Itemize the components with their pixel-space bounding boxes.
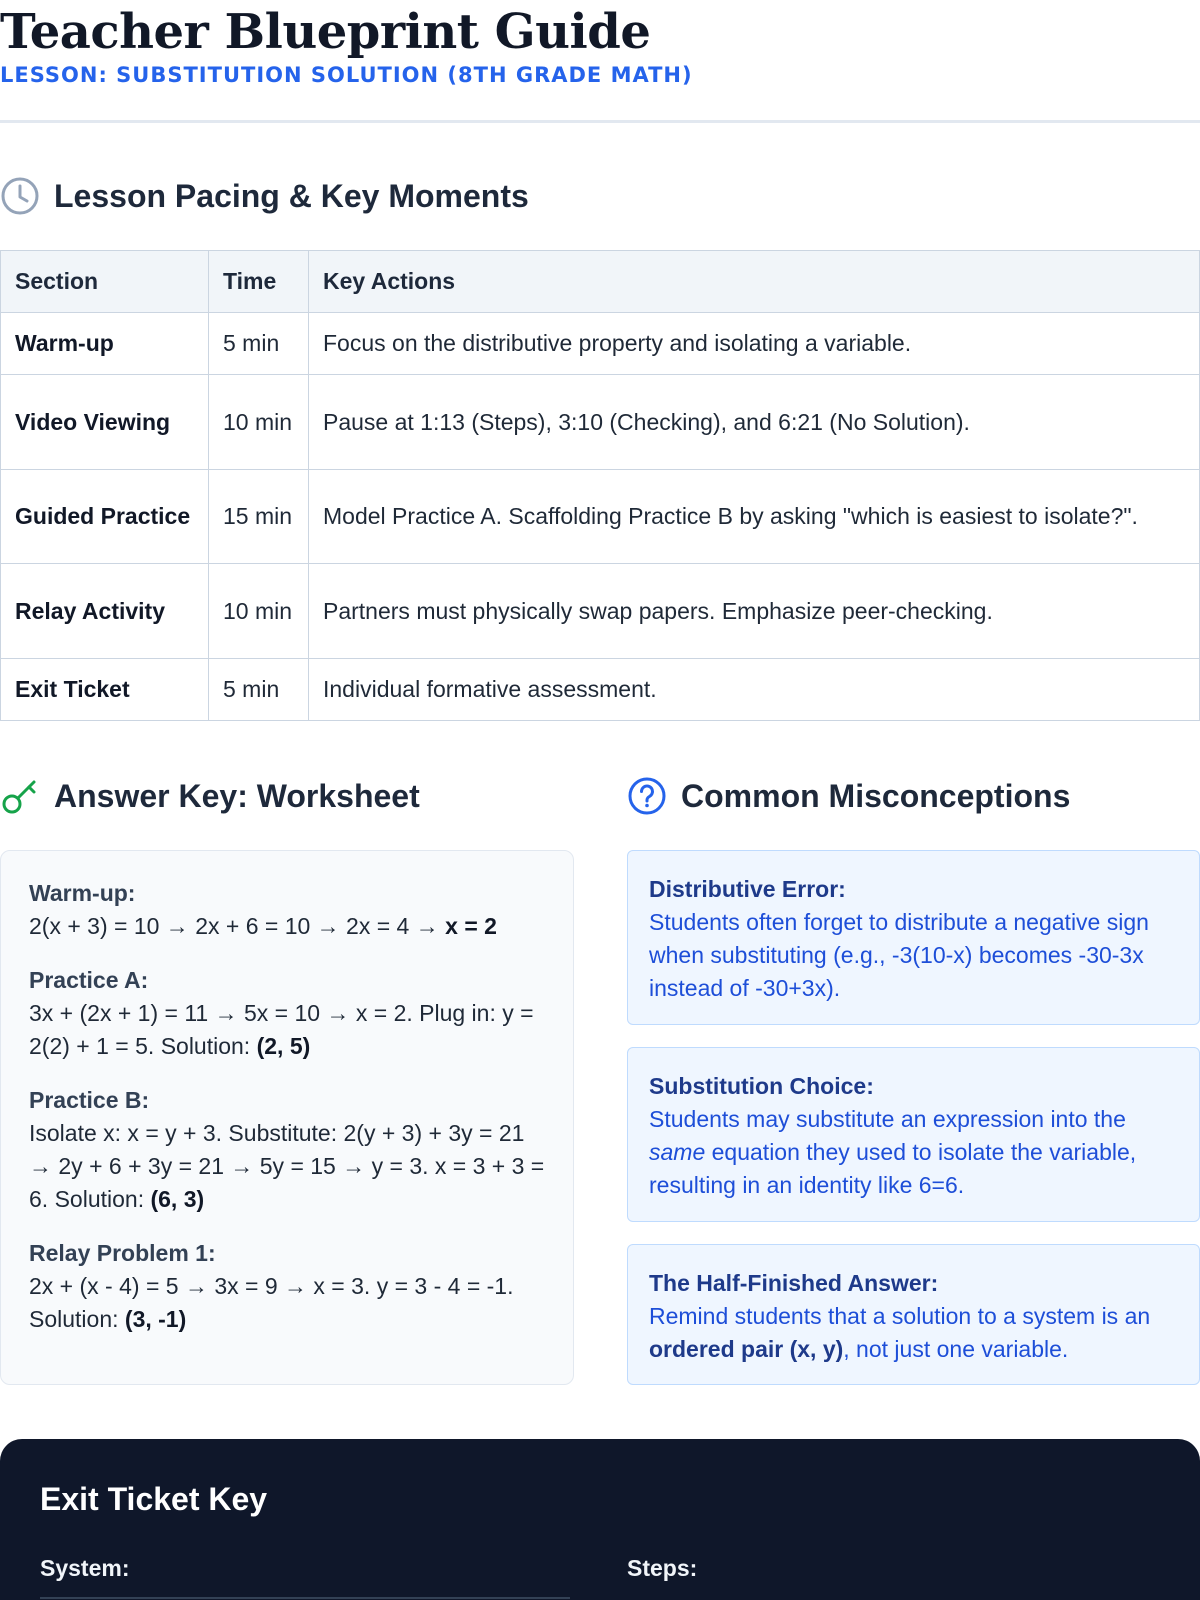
answer-key-panel <box>0 850 574 1385</box>
header-divider <box>0 120 1200 123</box>
actions-cell: Individual formative assessment. <box>309 659 1200 721</box>
misconception-text: Remind students that a solution to a system is an ordered pair (x, y), not just one variable. <box>649 1303 1151 1362</box>
actions-cell: Pause at 1:13 (Steps), 3:10 (Checking), and 6:21 (No Solution). <box>309 375 1200 470</box>
table-row <box>1 375 1200 470</box>
time-cell: 5 min <box>209 659 309 721</box>
answer-value: (6, 3) <box>150 1186 205 1212</box>
time-cell: 5 min <box>209 313 309 375</box>
table-header-row <box>1 251 1200 313</box>
misconceptions-heading-text: Common Misconceptions <box>681 777 1071 814</box>
emphasis-text: same <box>649 1139 706 1165</box>
misconception-text: Students often forget to distribute a negative sign when substituting (e.g., -3(10-x) becomes -30-3x instead of -30+3x). <box>649 909 1149 1001</box>
section-cell: Relay Activity <box>1 564 209 659</box>
key-icon <box>0 776 40 816</box>
misconception-label: Distributive Error: <box>649 876 846 902</box>
column-header-time: Time <box>209 251 309 313</box>
section-cell: Guided Practice <box>1 470 209 564</box>
answer-label: Relay Problem 1: <box>29 1240 216 1266</box>
pacing-table <box>0 250 1200 721</box>
table-row <box>1 659 1200 721</box>
misconception-card <box>627 1244 1200 1385</box>
misconception-card <box>627 1047 1200 1222</box>
section-cell: Video Viewing <box>1 375 209 470</box>
system-label: System: <box>40 1555 130 1581</box>
answer-text: Isolate x: x = y + 3. Substitute: 2(y + 3) + 3y = 21 → 2y + 6 + 3y = 21 → 5y = 15 → y = 3. x = 3 + 3 = 6. Solution: (6, 3) <box>29 1120 545 1212</box>
list-item <box>29 964 545 1063</box>
answer-label: Practice A: <box>29 967 149 993</box>
section-cell: Exit Ticket <box>1 659 209 721</box>
answer-value: (3, -1) <box>124 1306 187 1332</box>
list-item <box>29 877 545 943</box>
time-cell: 15 min <box>209 470 309 564</box>
misconceptions-heading <box>627 776 1070 816</box>
pacing-heading-text: Lesson Pacing & Key Moments <box>54 177 529 214</box>
pacing-heading <box>0 176 529 216</box>
answer-key-heading-text: Answer Key: Worksheet <box>54 777 420 814</box>
table-row <box>1 470 1200 564</box>
misconception-text: Students may substitute an expression into the same equation they used to isolate the variable, resulting in an identity like 6=6. <box>649 1106 1137 1198</box>
answer-text: 2(x + 3) = 10 → 2x + 6 = 10 → 2x = 4 → x = 2 <box>29 913 497 939</box>
list-item <box>29 1237 545 1336</box>
misconception-label: The Half-Finished Answer: <box>649 1270 939 1296</box>
misconception-card <box>627 850 1200 1025</box>
system-divider <box>40 1597 570 1599</box>
actions-cell: Model Practice A. Scaffolding Practice B by asking "which is easiest to isolate?". <box>309 470 1200 564</box>
exit-ticket-title: Exit Ticket Key <box>40 1481 268 1517</box>
clock-icon <box>0 176 40 216</box>
actions-cell: Focus on the distributive property and isolating a variable. <box>309 313 1200 375</box>
strong-text: ordered pair (x, y) <box>649 1336 844 1362</box>
column-header-key-actions: Key Actions <box>309 251 1200 313</box>
steps-label: Steps: <box>627 1555 698 1581</box>
time-cell: 10 min <box>209 564 309 659</box>
misconception-label: Substitution Choice: <box>649 1073 874 1099</box>
answer-value: (2, 5) <box>256 1033 311 1059</box>
question-circle-icon <box>627 776 667 816</box>
section-cell: Warm-up <box>1 313 209 375</box>
table-row <box>1 313 1200 375</box>
answer-key-heading <box>0 776 420 816</box>
exit-ticket-panel <box>0 1439 1200 1600</box>
page-title: Teacher Blueprint Guide <box>0 4 651 60</box>
lesson-subtitle: LESSON: SUBSTITUTION SOLUTION (8TH GRADE MATH) <box>0 63 693 87</box>
column-header-section: Section <box>1 251 209 313</box>
list-item <box>29 1084 545 1216</box>
answer-label: Practice B: <box>29 1087 150 1113</box>
answer-text: 2x + (x - 4) = 5 → 3x = 9 → x = 3. y = 3 - 4 = -1. Solution: (3, -1) <box>29 1273 514 1332</box>
time-cell: 10 min <box>209 375 309 470</box>
answer-text: 3x + (2x + 1) = 11 → 5x = 10 → x = 2. Plug in: y = 2(2) + 1 = 5. Solution: (2, 5) <box>29 1000 534 1059</box>
actions-cell: Partners must physically swap papers. Emphasize peer-checking. <box>309 564 1200 659</box>
answer-label: Warm-up: <box>29 880 136 906</box>
answer-value: x = 2 <box>445 913 497 939</box>
table-row <box>1 564 1200 659</box>
